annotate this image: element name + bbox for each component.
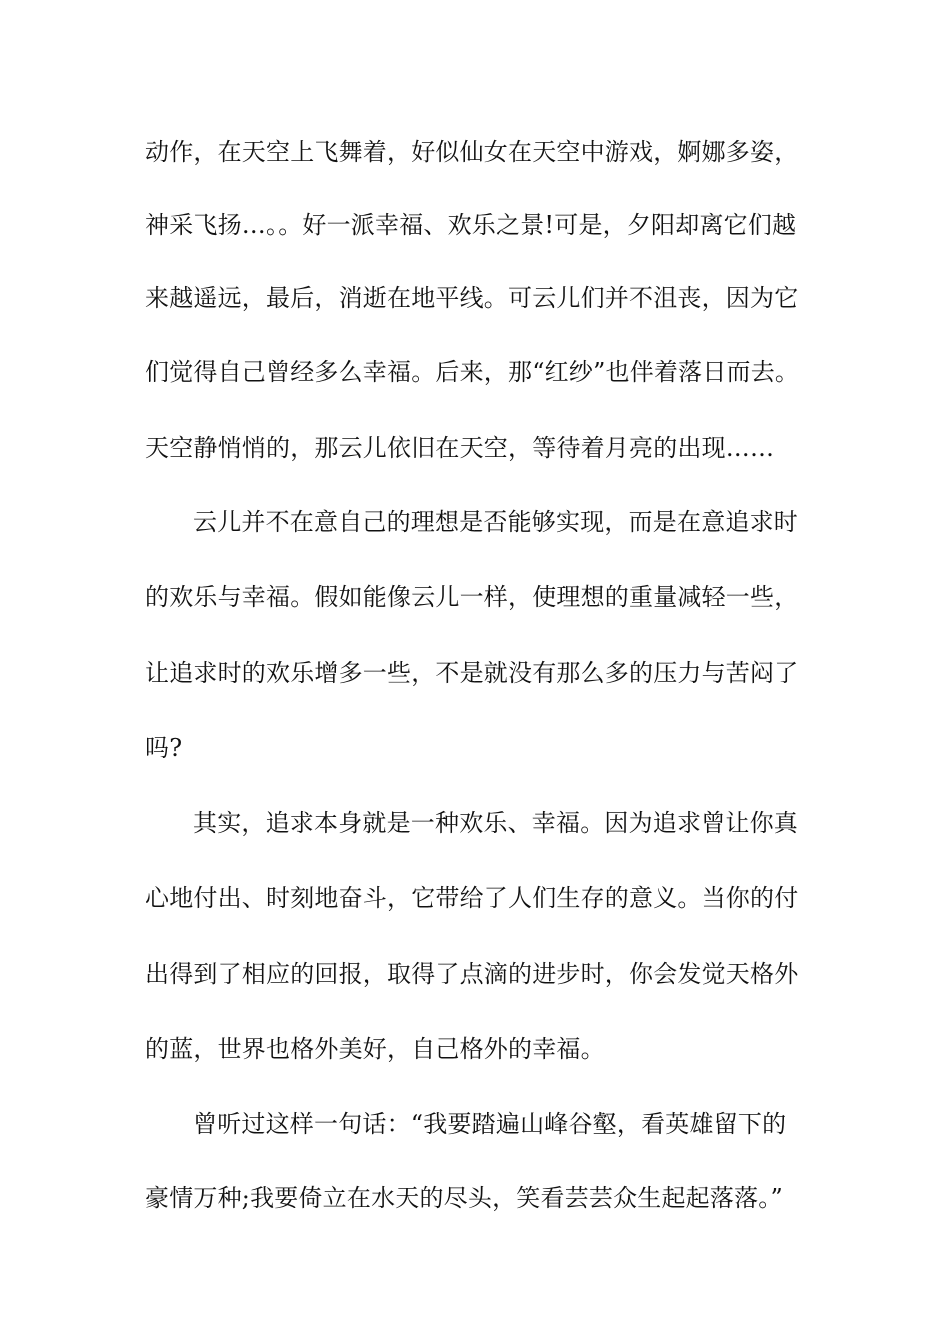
text-line: 天空静悄悄的，那云儿依旧在天空，等待着月亮的出现……: [145, 434, 775, 462]
text-line: 神采飞扬…。。好一派幸福、欢乐之景!可是，夕阳却离它们越: [145, 211, 797, 239]
text-line: 豪情万种;我要倚立在水天的尽头，笑看芸芸众生起起落落。”: [145, 1184, 783, 1212]
text-line: 出得到了相应的回报，取得了点滴的进步时，你会发觉天格外: [145, 960, 799, 988]
text-line: 的欢乐与幸福。假如能像云儿一样，使理想的重量减轻一些，: [145, 583, 799, 611]
paragraph-first-line: 其实，追求本身就是一种欢乐、幸福。因为追求曾让你真: [193, 809, 798, 837]
text-line: 吗?: [145, 734, 183, 762]
text-line: 们觉得自己曾经多么幸福。后来，那“红纱”也伴着落日而去。: [145, 358, 800, 386]
text-line: 动作，在天空上飞舞着，好似仙女在天空中游戏，婀娜多姿，: [145, 138, 799, 166]
paragraph-first-line: 云儿并不在意自己的理想是否能够实现，而是在意追求时: [193, 508, 798, 536]
text-line: 来越遥远，最后，消逝在地平线。可云儿们并不沮丧，因为它: [145, 284, 799, 312]
text-line: 的蓝，世界也格外美好，自己格外的幸福。: [145, 1035, 605, 1063]
text-line: 心地付出、时刻地奋斗，它带给了人们生存的意义。当你的付: [145, 884, 799, 912]
text-line: 让追求时的欢乐增多一些，不是就没有那么多的压力与苦闷了: [145, 659, 799, 687]
paragraph-first-line: 曾听过这样一句话：“我要踏遍山峰谷壑，看英雄留下的: [193, 1110, 787, 1138]
